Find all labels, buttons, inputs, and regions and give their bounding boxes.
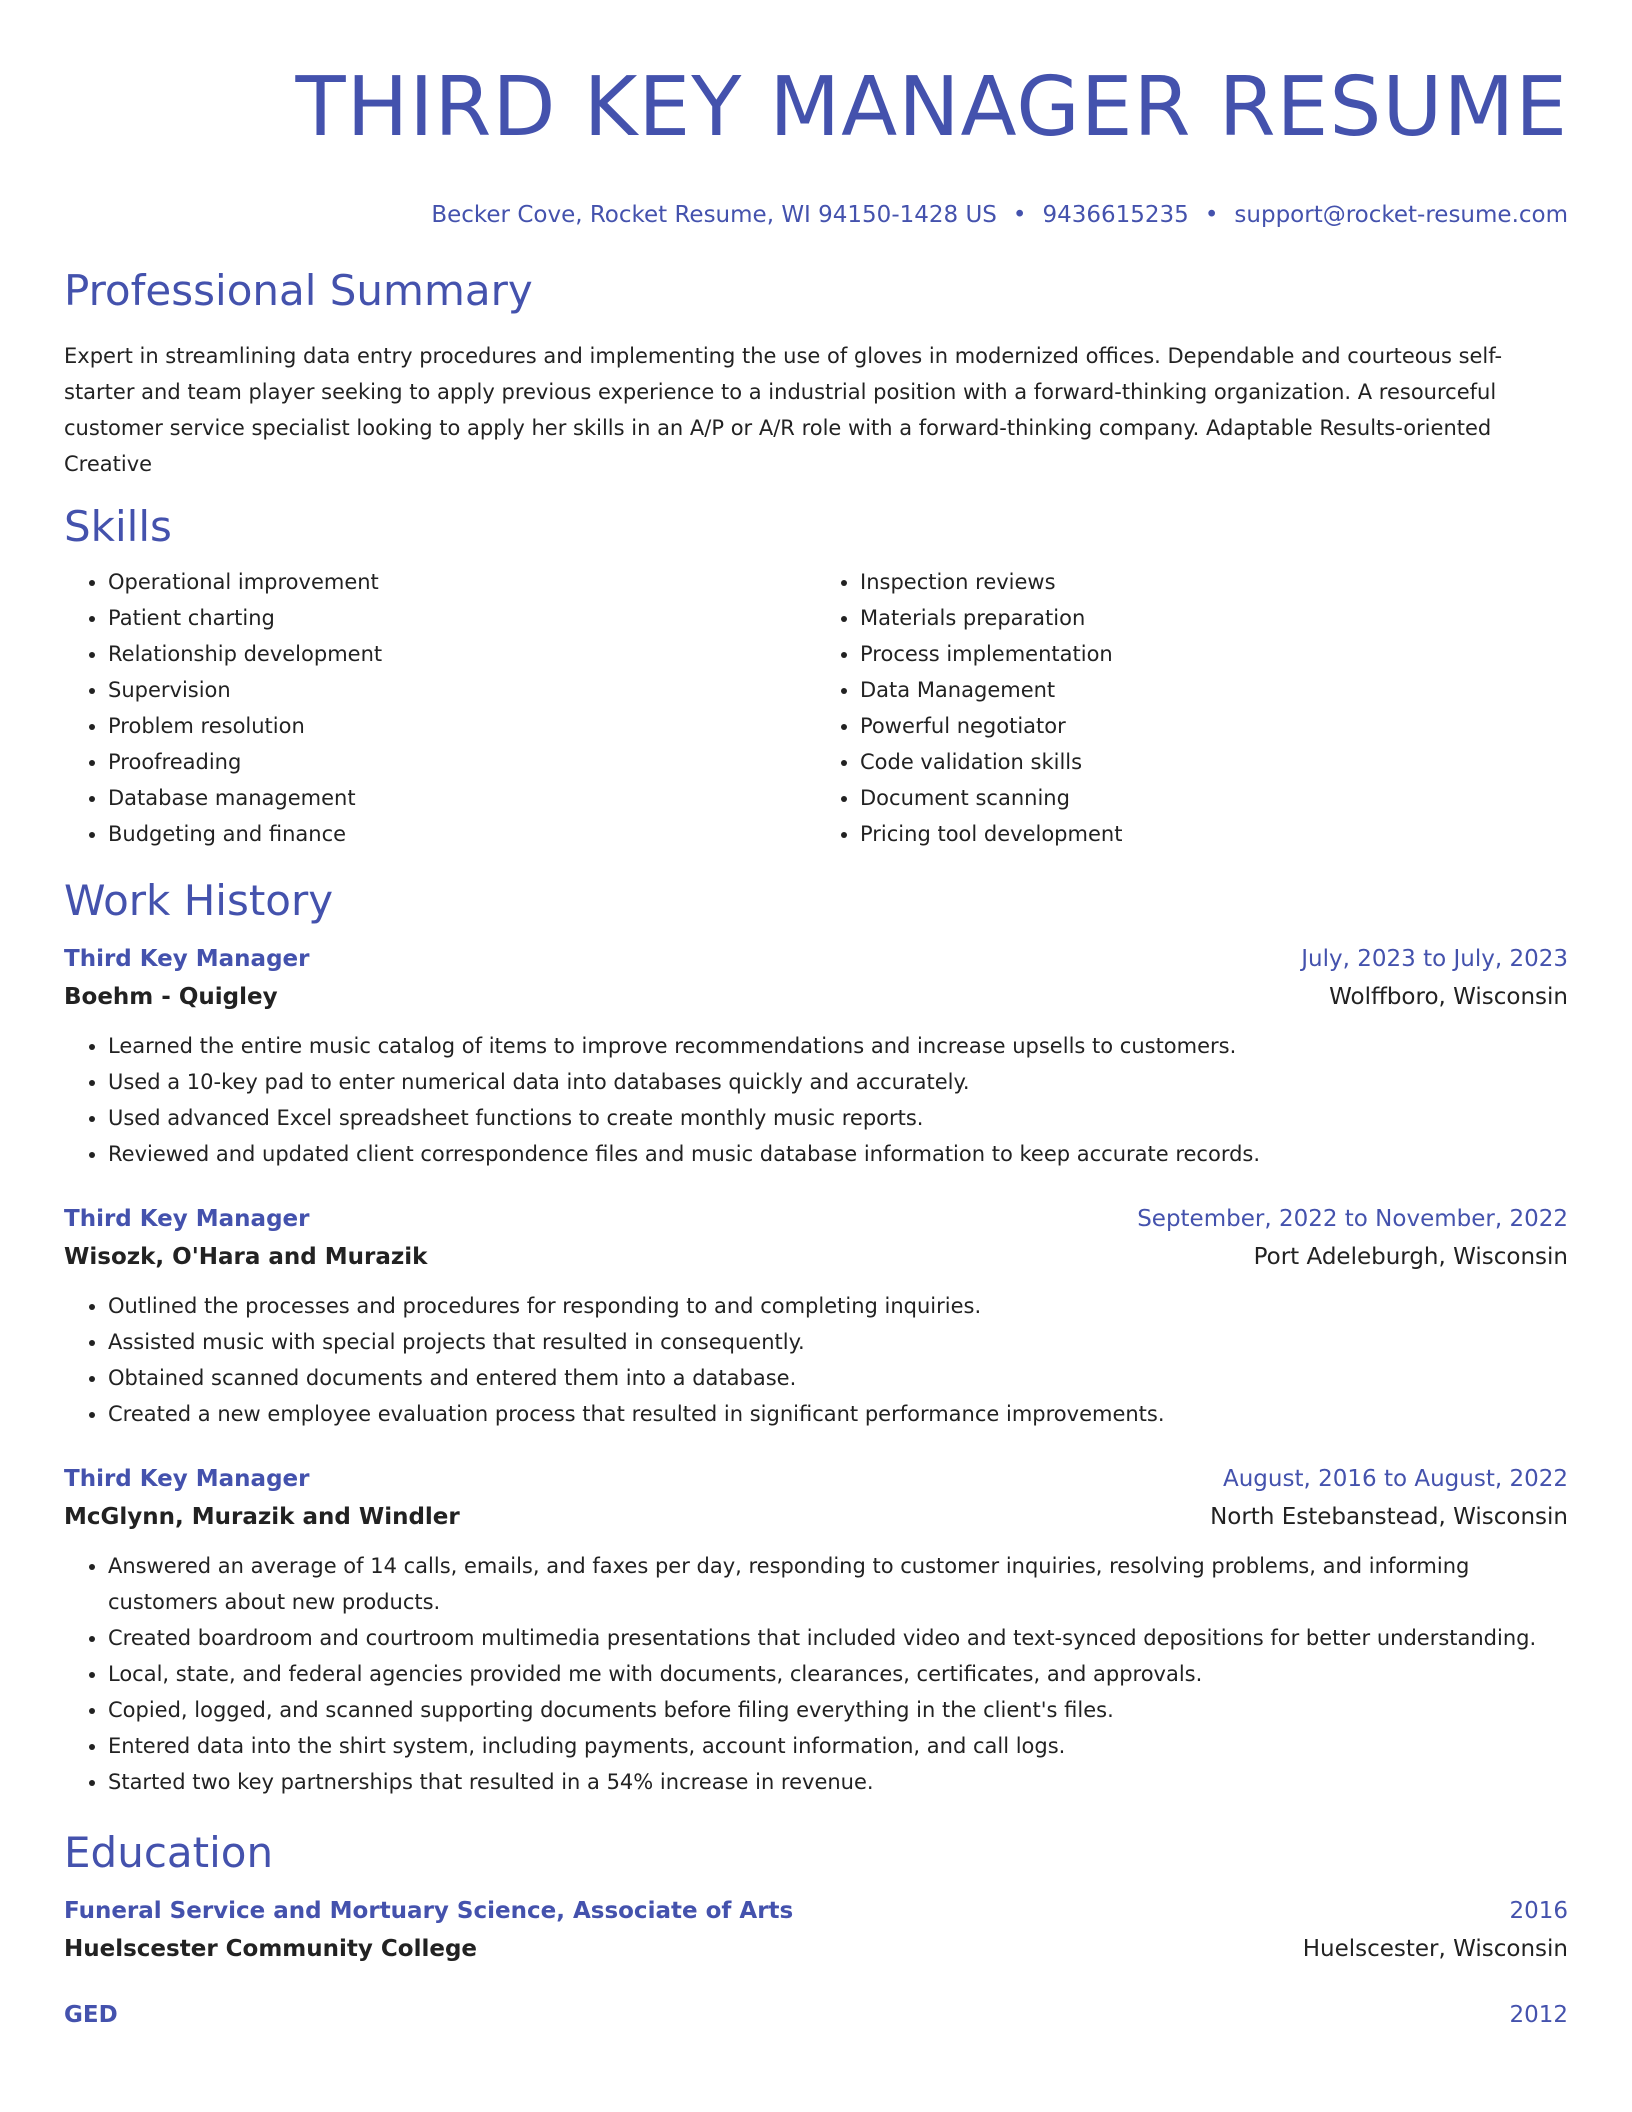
contact-address: Becker Cove, Rocket Resume, WI 94150-1428 US — [431, 202, 997, 228]
job-dates: September, 2022 to November, 2022 — [1137, 1206, 1568, 1232]
job-company-row — [64, 1498, 1568, 1536]
job-bullets — [64, 1548, 1568, 1800]
job-location: North Estebanstead, Wisconsin — [1210, 1504, 1568, 1530]
education-year: 2012 — [1509, 2002, 1568, 2028]
summary-heading: Professional Summary — [64, 266, 533, 315]
skill-item: • Powerful negotiator — [860, 708, 1568, 744]
job-location: Wolffboro, Wisconsin — [1329, 984, 1568, 1010]
job-title: Third Key Manager — [64, 1206, 310, 1232]
skills-list-right — [816, 564, 1568, 852]
job-dates: July, 2023 to July, 2023 — [1301, 946, 1568, 972]
job-company: Boehm - Quigley — [64, 984, 278, 1010]
resume-title: THIRD KEY MANAGER RESUME — [295, 60, 1568, 155]
job-bullet: • Entered data into the shirt system, including payments, account information, and call logs. — [108, 1728, 1568, 1764]
skills-heading: Skills — [64, 502, 172, 551]
education-degree: Funeral Service and Mortuary Science, Associate of Arts — [64, 1898, 794, 1924]
job-bullets — [64, 1028, 1568, 1172]
education-heading: Education — [64, 1828, 274, 1877]
skill-item: • Budgeting and finance — [108, 816, 816, 852]
skill-item: • Data Management — [860, 672, 1568, 708]
job-company: McGlynn, Murazik and Windler — [64, 1504, 460, 1530]
skill-item: • Document scanning — [860, 780, 1568, 816]
job-bullet: • Started two key partnerships that resulted in a 54% increase in revenue. — [108, 1764, 1568, 1800]
education-school: Huelscester Community College — [64, 1936, 478, 1962]
job-header-row — [64, 940, 1568, 978]
education-header-row — [64, 1892, 1568, 1930]
contact-email: support@rocket-resume.com — [1234, 202, 1568, 228]
skills-list-left — [64, 564, 816, 852]
job-bullet: • Used advanced Excel spreadsheet functions to create monthly music reports. — [108, 1100, 1568, 1136]
job-bullet: • Learned the entire music catalog of items to improve recommendations and increase upsells to customers. — [108, 1028, 1568, 1064]
job-entry — [64, 1200, 1568, 1432]
skills-columns — [64, 564, 1568, 852]
skill-item: • Patient charting — [108, 600, 816, 636]
job-company: Wisozk, O'Hara and Murazik — [64, 1244, 428, 1270]
job-company-row — [64, 1238, 1568, 1276]
job-header-row — [64, 1460, 1568, 1498]
job-location: Port Adeleburgh, Wisconsin — [1253, 1244, 1568, 1270]
education-section — [64, 1828, 1568, 2034]
skill-item: • Pricing tool development — [860, 816, 1568, 852]
skill-item: • Database management — [108, 780, 816, 816]
education-entry — [64, 1892, 1568, 1968]
job-title: Third Key Manager — [64, 946, 310, 972]
skill-item: • Process implementation — [860, 636, 1568, 672]
work-history-section — [64, 876, 1568, 1800]
job-entry — [64, 940, 1568, 1172]
education-header-row — [64, 1996, 1568, 2034]
skill-item: • Proofreading — [108, 744, 816, 780]
job-bullet: • Copied, logged, and scanned supporting documents before filing everything in the client's files. — [108, 1692, 1568, 1728]
education-location: Huelscester, Wisconsin — [1302, 1936, 1568, 1962]
job-bullet: • Used a 10-key pad to enter numerical data into databases quickly and accurately. — [108, 1064, 1568, 1100]
education-year: 2016 — [1509, 1898, 1568, 1924]
job-bullet: • Local, state, and federal agencies provided me with documents, clearances, certificates, and approvals. — [108, 1656, 1568, 1692]
job-bullet: • Assisted music with special projects that resulted in consequently. — [108, 1324, 1568, 1360]
job-company-row — [64, 978, 1568, 1016]
skill-item: • Code validation skills — [860, 744, 1568, 780]
job-bullet: • Outlined the processes and procedures for responding to and completing inquiries. — [108, 1288, 1568, 1324]
contact-line — [64, 200, 1568, 230]
skill-item: • Supervision — [108, 672, 816, 708]
skill-item: • Inspection reviews — [860, 564, 1568, 600]
skill-item: • Problem resolution — [108, 708, 816, 744]
work-history-heading: Work History — [64, 876, 334, 925]
job-bullet: • Answered an average of 14 calls, emails, and faxes per day, responding to customer inquiries, resolving problems, and informing customers about new products. — [108, 1548, 1568, 1620]
job-bullets — [64, 1288, 1568, 1432]
skill-item: • Materials preparation — [860, 600, 1568, 636]
contact-separator: • — [1204, 202, 1219, 228]
job-bullet: • Created a new employee evaluation process that resulted in significant performance improvements. — [108, 1396, 1568, 1432]
job-bullet: • Created boardroom and courtroom multimedia presentations that included video and text-synced depositions for better understanding. — [108, 1620, 1568, 1656]
job-title: Third Key Manager — [64, 1466, 310, 1492]
job-header-row — [64, 1200, 1568, 1238]
job-entry — [64, 1460, 1568, 1800]
contact-phone: 9436615235 — [1042, 202, 1189, 228]
summary-text: Expert in streamlining data entry procedures and implementing the use of gloves in modernized offices. Dependable and courteous self-starter and team player seeking to apply previous experience to a industrial position with a forward-thinking organization. A resourceful customer service specialist looking to apply her skills in an A/P or A/R role with a forward-thinking company. Adaptable Results-oriented Creative — [64, 344, 1503, 476]
skill-item: • Relationship development — [108, 636, 816, 672]
education-school-row — [64, 1930, 1568, 1968]
contact-separator: • — [1012, 202, 1027, 228]
education-degree: GED — [64, 2002, 118, 2028]
summary-section — [64, 266, 1568, 482]
job-bullet: • Reviewed and updated client correspondence files and music database information to keep accurate records. — [108, 1136, 1568, 1172]
job-bullet: • Obtained scanned documents and entered them into a database. — [108, 1360, 1568, 1396]
education-entry — [64, 1996, 1568, 2034]
skills-section — [64, 502, 1568, 852]
skill-item: • Operational improvement — [108, 564, 816, 600]
job-dates: August, 2016 to August, 2022 — [1223, 1466, 1568, 1492]
